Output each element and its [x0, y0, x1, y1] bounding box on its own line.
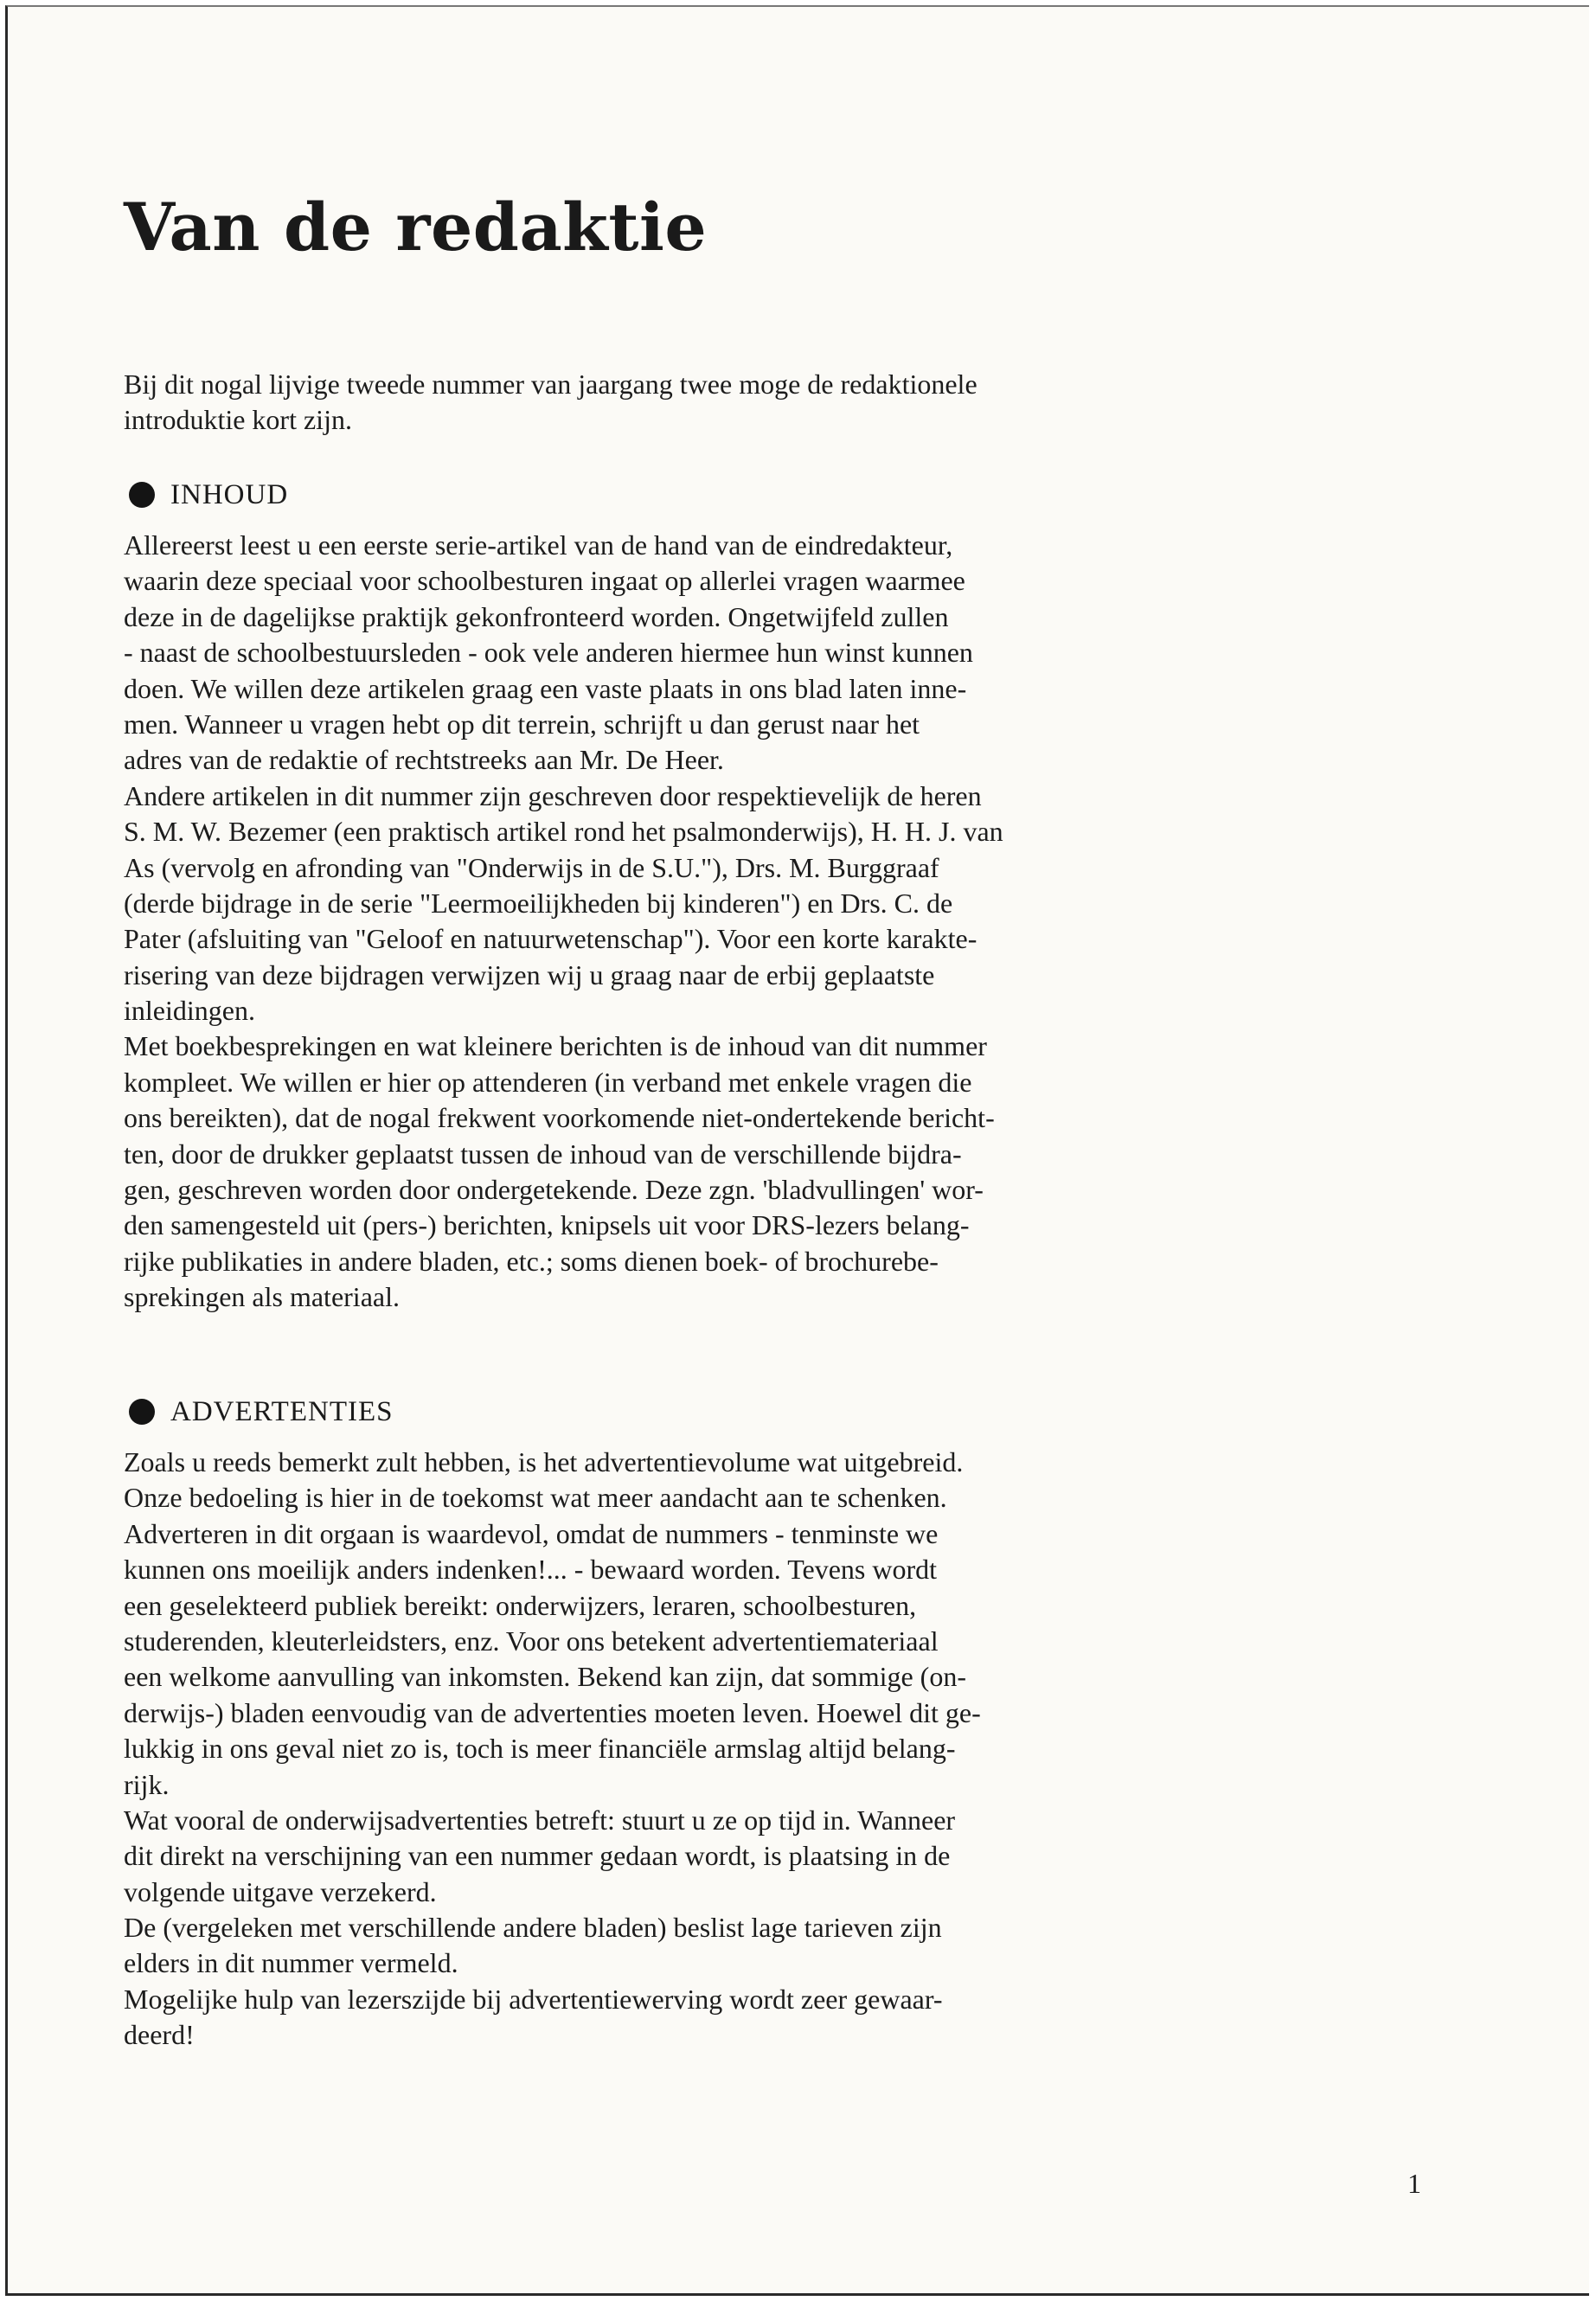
text-line: kompleet. We willen er hier op attenderen (in verband met enkele vragen die — [124, 1066, 972, 1098]
text-line: deze in de dagelijkse praktijk gekonfronteerd worden. Ongetwijfeld zullen — [124, 600, 949, 632]
text-line: een geselekteerd publiek bereikt: onderwijzers, leraren, schoolbesturen, — [124, 1589, 917, 1621]
text-line: dit direkt na verschijning van een nummer gedaan wordt, is plaatsing in de — [124, 1840, 951, 1872]
section-advertenties — [124, 1391, 1421, 2054]
text-line: den samengesteld uit (pers-) berichten, knipsels uit voor DRS-lezers belang- — [124, 1209, 970, 1241]
text-line: Pater (afsluiting van "Geloof en natuurwetenschap"). Voor een korte karakte- — [124, 923, 977, 955]
text-line: ons bereikten), dat de nogal frekwent voorkomende niet-ondertekende bericht- — [124, 1102, 995, 1134]
text-line: risering van deze bijdragen verwijzen wij u graag naar de erbij geplaatste — [124, 958, 935, 990]
section-heading — [124, 474, 1421, 516]
document-page — [5, 5, 1589, 2296]
section-heading — [124, 1391, 1421, 1433]
text-line: rijke publikaties in andere bladen, etc.; soms dienen boek- of brochurebe- — [124, 1245, 939, 1277]
page-number: 1 — [1407, 2168, 1421, 2199]
text-line: Wat vooral de onderwijsadvertenties betreft: stuurt u ze op tijd in. Wanneer — [124, 1804, 956, 1836]
intro-paragraph — [124, 367, 1421, 439]
text-line: derwijs-) bladen eenvoudig van de advertenties moeten leven. Hoewel dit ge- — [124, 1696, 981, 1728]
text-line: deerd! — [124, 2019, 195, 2051]
text-line: Zoals u reeds bemerkt zult hebben, is het advertentievolume wat uitgebreid. — [124, 1446, 964, 1477]
text-line: elders in dit nummer vermeld. — [124, 1947, 458, 1979]
section-heading-label: ADVERTENTIES — [170, 1395, 394, 1427]
bullet-icon — [129, 1399, 155, 1425]
text-line: - naast de schoolbestuursleden - ook vele anderen hiermee hun winst kunnen — [124, 637, 973, 669]
text-line: sprekingen als materiaal. — [124, 1281, 400, 1313]
text-line: Onze bedoeling is hier in de toekomst wat meer aandacht aan te schenken. — [124, 1482, 947, 1514]
page-title: Van de redaktie — [124, 189, 708, 266]
text-line: studerenden, kleuterleidsters, enz. Voor ons betekent advertentiemateriaal — [124, 1625, 939, 1657]
text-line: Allereerst leest u een eerste serie-artikel van de hand van de eindredakteur, — [124, 529, 953, 561]
text-line: kunnen ons moeilijk anders indenken!... - bewaard worden. Tevens wordt — [124, 1554, 938, 1586]
section-heading-label: INHOUD — [170, 478, 289, 510]
bullet-icon — [129, 482, 155, 508]
text-line: inleidingen. — [124, 995, 255, 1027]
section-body — [124, 1445, 1421, 2054]
text-line: rijk. — [124, 1768, 170, 1800]
text-line: doen. We willen deze artikelen graag een vaste plaats in ons blad laten inne- — [124, 672, 967, 704]
text-line: Adverteren in dit orgaan is waardevol, omdat de nummers - tenminste we — [124, 1517, 939, 1549]
text-line: introduktie kort zijn. — [124, 404, 352, 436]
text-line: Andere artikelen in dit nummer zijn geschreven door respektievelijk de heren — [124, 779, 982, 811]
text-line: men. Wanneer u vragen hebt op dit terrein, schrijft u dan gerust naar het — [124, 708, 920, 740]
text-line: waarin deze speciaal voor schoolbesturen ingaat op allerlei vragen waarmee — [124, 565, 965, 597]
text-line: ten, door de drukker geplaatst tussen de inhoud van de verschillende bijdra- — [124, 1138, 962, 1170]
text-line: Met boekbesprekingen en wat kleinere berichten is de inhoud van dit nummer — [124, 1030, 987, 1062]
section-body — [124, 528, 1421, 1316]
section-inhoud — [124, 474, 1421, 1316]
text-line: lukkig in ons geval niet zo is, toch is meer financiële armslag altijd belang- — [124, 1733, 956, 1765]
text-line: gen, geschreven worden door ondergetekende. Deze zgn. 'bladvullingen' wor- — [124, 1174, 984, 1206]
text-line: S. M. W. Bezemer (een praktisch artikel rond het psalmonderwijs), H. H. J. van — [124, 816, 1003, 848]
text-line: Mogelijke hulp van lezerszijde bij advertentiewerving wordt zeer gewaar- — [124, 1983, 943, 2015]
text-line: (derde bijdrage in de serie "Leermoeilijkheden bij kinderen") en Drs. C. de — [124, 887, 953, 919]
text-line: volgende uitgave verzekerd. — [124, 1875, 437, 1907]
text-line: Bij dit nogal lijvige tweede nummer van jaargang twee moge de redaktionele — [124, 369, 977, 400]
text-line: adres van de redaktie of rechtstreeks aan Mr. De Heer. — [124, 744, 724, 776]
text-line: een welkome aanvulling van inkomsten. Bekend kan zijn, dat sommige (on- — [124, 1661, 966, 1693]
text-line: As (vervolg en afronding van "Onderwijs in de S.U."), Drs. M. Burggraaf — [124, 851, 939, 883]
text-line: De (vergeleken met verschillende andere bladen) beslist lage tarieven zijn — [124, 1912, 942, 1944]
